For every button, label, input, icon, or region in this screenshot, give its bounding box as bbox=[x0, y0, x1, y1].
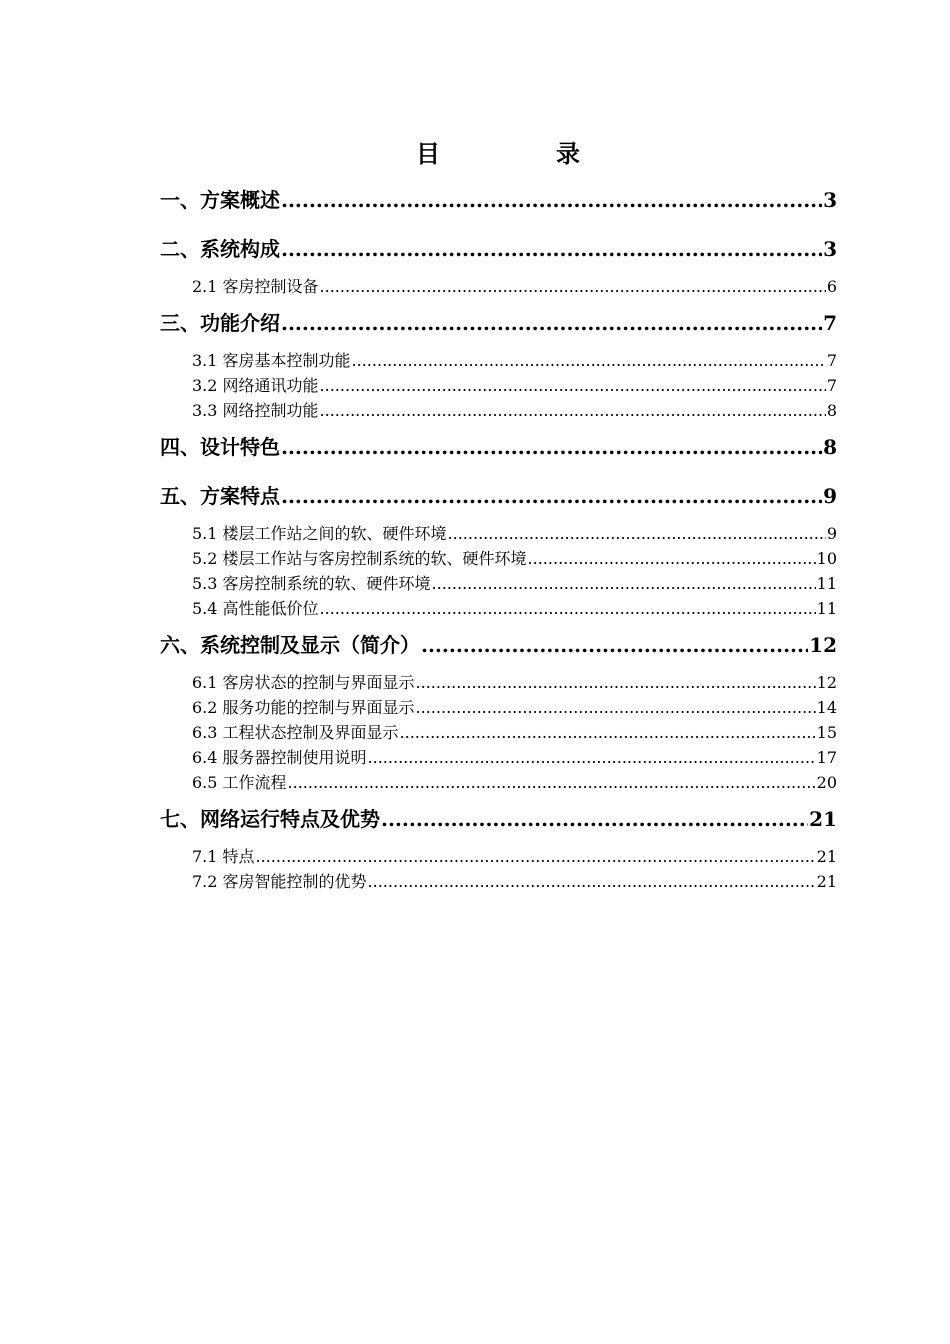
toc-entry-label: 6.3 工程状态控制及界面显示 bbox=[192, 723, 399, 742]
toc-entry-page: 21 bbox=[816, 847, 837, 866]
toc-entry-label: 六、系统控制及显示（简介） bbox=[160, 633, 420, 657]
toc-leader-dots bbox=[288, 770, 816, 795]
toc-entry[interactable] bbox=[160, 398, 837, 423]
toc-entry-label: 5.2 楼层工作站与客房控制系统的软、硬件环境 bbox=[192, 549, 527, 568]
toc-entry-page: 21 bbox=[816, 872, 837, 891]
toc-leader-dots bbox=[320, 596, 816, 621]
toc-entry-label: 6.5 工作流程 bbox=[192, 773, 287, 792]
toc-entry[interactable] bbox=[160, 844, 837, 869]
toc-entry[interactable] bbox=[160, 596, 837, 621]
toc-entry-label: 5.3 客房控制系统的软、硬件环境 bbox=[192, 574, 431, 593]
toc-entry-page: 20 bbox=[816, 773, 837, 792]
toc-leader-dots bbox=[381, 807, 808, 832]
toc-leader-dots bbox=[281, 188, 822, 213]
toc-entry[interactable] bbox=[160, 311, 837, 336]
toc-leader-dots bbox=[281, 435, 822, 460]
toc-leader-dots bbox=[421, 633, 808, 658]
toc-entry-page: 8 bbox=[823, 435, 837, 459]
toc-leader-dots bbox=[281, 311, 822, 336]
toc-entry[interactable] bbox=[160, 770, 837, 795]
toc-entry[interactable] bbox=[160, 720, 837, 745]
toc-entry[interactable] bbox=[160, 633, 837, 658]
toc-entry-page: 17 bbox=[816, 748, 837, 767]
toc-leader-dots bbox=[368, 745, 816, 770]
toc-entry-label: 7.2 客房智能控制的优势 bbox=[192, 872, 367, 891]
toc-entry-page: 21 bbox=[809, 807, 837, 831]
toc-leader-dots bbox=[416, 695, 816, 720]
toc-leader-dots bbox=[368, 869, 816, 894]
toc-entry[interactable] bbox=[160, 807, 837, 832]
toc-leader-dots bbox=[448, 521, 826, 546]
table-of-contents bbox=[160, 184, 837, 894]
toc-entry-label: 四、设计特色 bbox=[160, 435, 280, 459]
toc-entry[interactable] bbox=[160, 274, 837, 299]
toc-entry-page: 12 bbox=[816, 673, 837, 692]
toc-entry[interactable] bbox=[160, 484, 837, 509]
toc-entry[interactable] bbox=[160, 571, 837, 596]
toc-entry-label: 3.2 网络通讯功能 bbox=[192, 376, 319, 395]
toc-leader-dots bbox=[320, 274, 826, 299]
toc-leader-dots bbox=[528, 546, 816, 571]
toc-entry-page: 10 bbox=[816, 549, 837, 568]
toc-entry-page: 7 bbox=[826, 376, 837, 395]
toc-entry-page: 11 bbox=[816, 599, 837, 618]
toc-entry[interactable] bbox=[160, 237, 837, 262]
toc-entry-label: 一、方案概述 bbox=[160, 188, 280, 212]
toc-leader-dots bbox=[256, 844, 816, 869]
toc-entry[interactable] bbox=[160, 373, 837, 398]
toc-leader-dots bbox=[320, 373, 826, 398]
toc-entry-page: 7 bbox=[826, 351, 837, 370]
toc-leader-dots bbox=[352, 348, 826, 373]
toc-entry-page: 12 bbox=[809, 633, 837, 657]
toc-title bbox=[0, 134, 950, 168]
toc-entry-label: 6.4 服务器控制使用说明 bbox=[192, 748, 367, 767]
toc-entry-page: 14 bbox=[816, 698, 837, 717]
toc-entry[interactable] bbox=[160, 670, 837, 695]
toc-entry-label: 五、方案特点 bbox=[160, 484, 280, 508]
toc-leader-dots bbox=[432, 571, 816, 596]
toc-entry[interactable] bbox=[160, 521, 837, 546]
toc-entry-label: 三、功能介绍 bbox=[160, 311, 280, 335]
toc-entry[interactable] bbox=[160, 188, 837, 213]
toc-entry-page: 8 bbox=[826, 401, 837, 420]
toc-title-char-1: 目 bbox=[416, 139, 440, 168]
toc-entry-page: 15 bbox=[816, 723, 837, 742]
toc-entry-label: 6.2 服务功能的控制与界面显示 bbox=[192, 698, 415, 717]
toc-entry-page: 3 bbox=[823, 237, 837, 261]
toc-entry-page: 6 bbox=[826, 277, 837, 296]
toc-entry-page: 7 bbox=[823, 311, 837, 335]
toc-entry-page: 3 bbox=[823, 188, 837, 212]
toc-entry-label: 7.1 特点 bbox=[192, 847, 255, 866]
toc-entry[interactable] bbox=[160, 546, 837, 571]
toc-title-char-2: 录 bbox=[556, 139, 580, 168]
toc-entry-label: 七、网络运行特点及优势 bbox=[160, 807, 380, 831]
toc-entry[interactable] bbox=[160, 348, 837, 373]
toc-entry[interactable] bbox=[160, 745, 837, 770]
toc-leader-dots bbox=[400, 720, 816, 745]
toc-entry-label: 6.1 客房状态的控制与界面显示 bbox=[192, 673, 415, 692]
toc-entry[interactable] bbox=[160, 435, 837, 460]
toc-entry-page: 11 bbox=[816, 574, 837, 593]
toc-leader-dots bbox=[320, 398, 826, 423]
toc-entry-label: 2.1 客房控制设备 bbox=[192, 277, 319, 296]
toc-leader-dots bbox=[416, 670, 816, 695]
toc-entry-label: 3.3 网络控制功能 bbox=[192, 401, 319, 420]
toc-leader-dots bbox=[281, 237, 822, 262]
toc-entry[interactable] bbox=[160, 869, 837, 894]
toc-leader-dots bbox=[281, 484, 822, 509]
toc-entry-label: 二、系统构成 bbox=[160, 237, 280, 261]
toc-entry-label: 5.4 高性能低价位 bbox=[192, 599, 319, 618]
toc-entry-page: 9 bbox=[823, 484, 837, 508]
toc-entry[interactable] bbox=[160, 695, 837, 720]
toc-entry-label: 5.1 楼层工作站之间的软、硬件环境 bbox=[192, 524, 447, 543]
toc-entry-label: 3.1 客房基本控制功能 bbox=[192, 351, 351, 370]
toc-entry-page: 9 bbox=[826, 524, 837, 543]
